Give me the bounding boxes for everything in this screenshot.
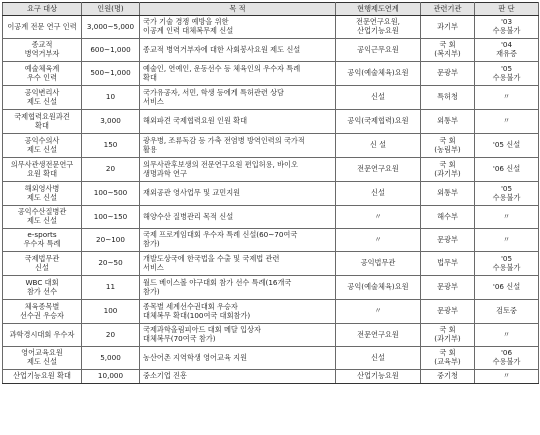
cell-target xyxy=(3,206,82,229)
cell-purpose xyxy=(140,324,336,347)
cell-target-text: e-sports 우수자 특례 xyxy=(23,230,61,248)
cell-agency xyxy=(421,229,475,252)
cell-judgment xyxy=(475,16,539,39)
cell-purpose xyxy=(140,347,336,370)
cell-agency xyxy=(421,370,475,384)
cell-target xyxy=(3,370,82,384)
cell-judgment-text: '05 수용불가 xyxy=(492,63,521,82)
cell-current-system xyxy=(336,324,421,347)
cell-count-text: 10,000 xyxy=(97,371,124,381)
cell-target-text: 공익변리사 제도 신설 xyxy=(24,87,60,106)
cell-judgment xyxy=(475,370,539,384)
cell-agency-text: 국 회 (농림부) xyxy=(434,135,461,154)
cell-target xyxy=(3,347,82,370)
cell-current-system xyxy=(336,134,421,158)
cell-purpose-text: 국제 프로게임대회 우수자 특례 신설(60~70여국 참가) xyxy=(143,230,298,248)
header-current-system: 현행제도연계 xyxy=(336,3,421,16)
cell-target-text: 예술체육계 우수 인력 xyxy=(24,63,60,82)
table-row xyxy=(3,347,539,370)
cell-purpose xyxy=(140,134,336,158)
cell-count xyxy=(82,110,140,134)
cell-judgment-text: '03 수용불가 xyxy=(492,17,521,35)
cell-judgment-text: '04 재유증 xyxy=(496,40,517,58)
cell-current-system-text: 신 설 xyxy=(369,140,387,150)
cell-current-system-text: 전문연구요원 xyxy=(357,164,399,174)
cell-current-system-text: 공익근무요원 xyxy=(357,44,399,54)
cell-purpose-text: 국가유공자, 서민, 학생 등에게 특허관련 상담 서비스 xyxy=(143,87,284,106)
cell-purpose xyxy=(140,206,336,229)
cell-purpose-text: 종교적 병역거부자에 대한 사회봉사요원 제도 신설 xyxy=(143,44,301,54)
cell-purpose xyxy=(140,276,336,300)
cell-judgment xyxy=(475,110,539,134)
cell-agency-text: 해수부 xyxy=(437,211,458,221)
cell-target-text: 공익수산질병관 제도 신설 xyxy=(17,207,67,225)
cell-current-system xyxy=(336,347,421,370)
cell-purpose-text: 재외공관 영사업무 및 교민지원 xyxy=(143,188,241,198)
cell-purpose xyxy=(140,62,336,86)
cell-target-text: 영어교육요원 제도 신설 xyxy=(21,348,63,366)
cell-purpose xyxy=(140,158,336,182)
cell-target xyxy=(3,276,82,300)
cell-agency xyxy=(421,252,475,276)
cell-count xyxy=(82,158,140,182)
cell-count-text: 10 xyxy=(105,92,116,102)
cell-current-system-text: 공익(국제협력)요원 xyxy=(347,116,409,126)
cell-target-text: 체육종목별 선수권 우승자 xyxy=(20,301,64,320)
cell-target xyxy=(3,16,82,39)
cell-judgment-text: '05 수용불가 xyxy=(492,183,521,202)
cell-purpose xyxy=(140,182,336,206)
cell-purpose-text: 개발도상국에 한국법을 수출 및 국제법 관련 서비스 xyxy=(143,253,280,272)
table-row xyxy=(3,370,539,384)
cell-judgment-text: '05 신설 xyxy=(492,140,521,150)
cell-judgment xyxy=(475,39,539,62)
cell-purpose-text: 국제과학올림피아드 대회 메달 입상자 대체복무(70여국 참가) xyxy=(143,325,261,343)
cell-count xyxy=(82,62,140,86)
cell-judgment xyxy=(475,300,539,324)
alternative-service-table xyxy=(2,2,539,384)
cell-count xyxy=(82,324,140,347)
cell-purpose xyxy=(140,16,336,39)
cell-target-text: 산업기능요원 확대 xyxy=(13,371,71,381)
cell-purpose xyxy=(140,252,336,276)
cell-target-text: WBC 대회 참가 선수 xyxy=(25,277,59,296)
cell-purpose xyxy=(140,300,336,324)
cell-judgment-text: '06 수용불가 xyxy=(492,348,521,366)
cell-agency-text: 과기부 xyxy=(437,21,458,31)
cell-count xyxy=(82,229,140,252)
cell-target xyxy=(3,39,82,62)
cell-count-text: 150 xyxy=(103,140,118,150)
cell-count-text: 20 xyxy=(105,329,116,339)
cell-target-text: 국제협력요원과견 확대 xyxy=(14,111,70,130)
cell-count-text: 600~1,000 xyxy=(90,44,131,54)
cell-count-text: 3,000 xyxy=(100,116,121,126)
cell-purpose xyxy=(140,370,336,384)
cell-current-system-text: 〃 xyxy=(374,234,382,244)
cell-agency-text: 문광부 xyxy=(437,282,458,292)
header-target: 요구 대상 xyxy=(3,3,82,16)
cell-count xyxy=(82,206,140,229)
cell-agency xyxy=(421,276,475,300)
cell-target-text: 과학경시대회 우수자 xyxy=(9,329,75,339)
cell-agency xyxy=(421,158,475,182)
cell-count-text: 20~50 xyxy=(98,258,123,268)
cell-current-system xyxy=(336,110,421,134)
cell-current-system xyxy=(336,206,421,229)
cell-target-text: 해외영사병 제도 신설 xyxy=(24,183,60,202)
table-row xyxy=(3,252,539,276)
header-count: 인원(명) xyxy=(82,3,140,16)
cell-agency xyxy=(421,300,475,324)
cell-count-text: 100 xyxy=(103,306,118,316)
cell-judgment-text: 검토중 xyxy=(496,306,517,316)
table-row xyxy=(3,110,539,134)
cell-agency-text: 중기청 xyxy=(437,371,458,381)
cell-current-system-text: 신설 xyxy=(371,188,385,198)
cell-target xyxy=(3,252,82,276)
cell-judgment-text: '05 수용불가 xyxy=(492,253,521,272)
cell-target-text: 종교적 병역거부자 xyxy=(24,40,60,58)
cell-judgment xyxy=(475,324,539,347)
cell-current-system-text: 공익법무관 xyxy=(360,258,396,268)
cell-current-system xyxy=(336,370,421,384)
cell-agency-text: 국 회 (과기부) xyxy=(434,159,461,178)
cell-target xyxy=(3,300,82,324)
cell-judgment xyxy=(475,182,539,206)
cell-current-system-text: 신설 xyxy=(371,352,385,362)
cell-purpose-text: 광우병, 조류독감 등 가축 전염병 방역인력의 국가적 활용 xyxy=(143,135,305,154)
cell-count-text: 100~500 xyxy=(93,188,128,198)
cell-count-text: 5,000 xyxy=(100,352,121,362)
cell-judgment-text: 〃 xyxy=(502,234,511,244)
cell-agency-text: 문광부 xyxy=(437,234,458,244)
cell-target xyxy=(3,134,82,158)
cell-judgment-text: 〃 xyxy=(502,92,511,102)
cell-judgment xyxy=(475,252,539,276)
header-row xyxy=(3,3,539,16)
cell-current-system-text: 산업기능요원 xyxy=(357,371,399,381)
table-row xyxy=(3,300,539,324)
cell-judgment-text: 〃 xyxy=(502,211,511,221)
table-row xyxy=(3,182,539,206)
cell-target xyxy=(3,86,82,110)
cell-agency-text: 외통부 xyxy=(437,116,458,126)
table-row xyxy=(3,134,539,158)
cell-current-system xyxy=(336,252,421,276)
cell-target xyxy=(3,158,82,182)
cell-agency xyxy=(421,206,475,229)
table-row xyxy=(3,16,539,39)
cell-count xyxy=(82,182,140,206)
cell-agency-text: 외통부 xyxy=(437,188,458,198)
cell-agency xyxy=(421,86,475,110)
cell-current-system-text: 전문연구요원, 산업기능요원 xyxy=(356,17,400,35)
cell-agency xyxy=(421,39,475,62)
cell-count-text: 3,000~5,000 xyxy=(86,21,135,31)
cell-judgment-text: 〃 xyxy=(502,371,511,381)
cell-agency-text: 문광부 xyxy=(437,68,458,78)
cell-current-system xyxy=(336,158,421,182)
header-agency: 관련기관 xyxy=(421,3,475,16)
cell-agency-text: 국 회 (과기부) xyxy=(434,325,461,343)
cell-judgment-text: '06 신설 xyxy=(492,164,521,174)
cell-purpose-text: 월드 베이스볼 야구대회 참가 선수 특례(16개국 참가) xyxy=(143,277,292,296)
cell-agency-text: 법무부 xyxy=(437,258,458,268)
cell-count xyxy=(82,276,140,300)
cell-current-system xyxy=(336,182,421,206)
cell-agency xyxy=(421,110,475,134)
table-row xyxy=(3,324,539,347)
header-purpose: 목 적 xyxy=(140,3,336,16)
table-row xyxy=(3,158,539,182)
cell-agency xyxy=(421,62,475,86)
cell-current-system xyxy=(336,62,421,86)
cell-purpose xyxy=(140,86,336,110)
cell-target xyxy=(3,62,82,86)
cell-target-text: 의무사관생전문연구 요원 확대 xyxy=(10,159,74,178)
cell-judgment xyxy=(475,229,539,252)
cell-judgment xyxy=(475,276,539,300)
table-container xyxy=(2,2,539,384)
cell-target xyxy=(3,182,82,206)
cell-judgment-text: '06 신설 xyxy=(492,282,521,292)
cell-judgment xyxy=(475,62,539,86)
cell-count xyxy=(82,252,140,276)
cell-count-text: 11 xyxy=(105,282,116,292)
cell-count xyxy=(82,370,140,384)
cell-purpose-text: 중소기업 진흥 xyxy=(143,371,187,381)
cell-judgment xyxy=(475,86,539,110)
cell-target-text: 이공계 전문 연구 인력 xyxy=(7,21,77,31)
cell-purpose-text: 해외파견 국제협력요원 인원 확대 xyxy=(143,116,248,126)
cell-count xyxy=(82,347,140,370)
table-row xyxy=(3,276,539,300)
cell-judgment xyxy=(475,206,539,229)
cell-judgment xyxy=(475,347,539,370)
cell-current-system xyxy=(336,229,421,252)
cell-count xyxy=(82,300,140,324)
cell-current-system-text: 〃 xyxy=(374,211,382,221)
cell-purpose-text: 국가 기술 경쟁 예방을 위한 이공계 인력 대체복무제 신설 xyxy=(143,17,234,35)
cell-current-system xyxy=(336,86,421,110)
header-judgment: 판 단 xyxy=(475,3,539,16)
cell-agency-text: 특허청 xyxy=(437,92,458,102)
cell-agency-text: 문광부 xyxy=(437,306,458,316)
cell-current-system xyxy=(336,39,421,62)
cell-count xyxy=(82,134,140,158)
cell-current-system xyxy=(336,16,421,39)
cell-count xyxy=(82,86,140,110)
cell-purpose-text: 의무사관후보생의 전문연구요원 편입허용, 바이오 생명과학 연구 xyxy=(143,159,298,178)
cell-purpose xyxy=(140,110,336,134)
cell-count xyxy=(82,16,140,39)
cell-target xyxy=(3,110,82,134)
cell-purpose-text: 해양수산 질병관리 목적 신설 xyxy=(143,211,234,221)
cell-agency-text: 국 회 (복지부) xyxy=(434,40,461,58)
table-row xyxy=(3,86,539,110)
cell-judgment xyxy=(475,134,539,158)
cell-agency-text: 국 회 (교육부) xyxy=(434,348,461,366)
cell-judgment-text: 〃 xyxy=(502,116,511,126)
cell-purpose xyxy=(140,229,336,252)
cell-count-text: 20 xyxy=(105,164,116,174)
cell-current-system xyxy=(336,276,421,300)
cell-target xyxy=(3,229,82,252)
cell-count-text: 20~100 xyxy=(96,234,125,244)
cell-current-system-text: 〃 xyxy=(374,306,382,316)
cell-judgment xyxy=(475,158,539,182)
cell-agency xyxy=(421,134,475,158)
cell-current-system-text: 전문연구요원 xyxy=(357,329,399,339)
cell-current-system-text: 신설 xyxy=(371,92,385,102)
cell-current-system xyxy=(336,300,421,324)
cell-target xyxy=(3,324,82,347)
cell-purpose xyxy=(140,39,336,62)
cell-purpose-text: 예술인, 연예인, 운동선수 등 체육인의 우수자 특례 확대 xyxy=(143,63,301,82)
cell-agency xyxy=(421,347,475,370)
cell-agency xyxy=(421,324,475,347)
cell-purpose-text: 농산어촌 지역학생 영어교육 지원 xyxy=(143,352,248,362)
cell-target-text: 국제법무관 신설 xyxy=(24,253,60,272)
cell-count xyxy=(82,39,140,62)
cell-agency xyxy=(421,182,475,206)
cell-current-system-text: 공익(예술체육)요원 xyxy=(347,282,409,292)
cell-count-text: 500~1,000 xyxy=(90,68,131,78)
table-row xyxy=(3,206,539,229)
cell-judgment-text: 〃 xyxy=(502,329,511,339)
table-row xyxy=(3,39,539,62)
cell-current-system-text: 공익(예술체육)요원 xyxy=(347,68,409,78)
cell-purpose-text: 종목별 세계선수권대회 우승자 대체복무 확대(100여국 대회참가) xyxy=(143,301,251,320)
cell-count-text: 100~150 xyxy=(93,211,128,221)
cell-agency xyxy=(421,16,475,39)
table-row xyxy=(3,229,539,252)
table-row xyxy=(3,62,539,86)
cell-target-text: 공익수의사 제도 신설 xyxy=(24,135,60,154)
